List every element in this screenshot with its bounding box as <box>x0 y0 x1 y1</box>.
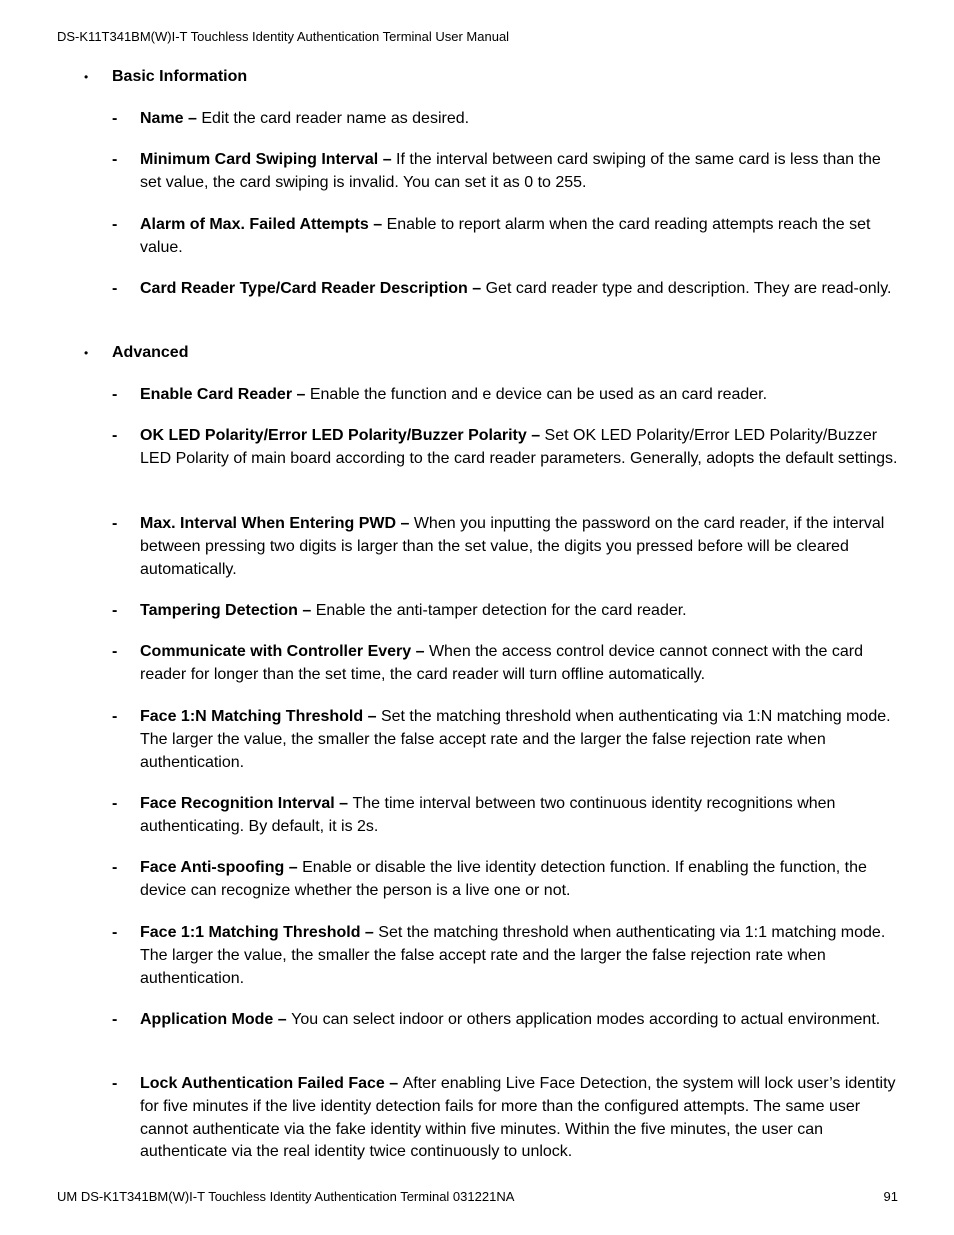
item-text: Edit the card reader name as desired. <box>201 110 470 127</box>
item-text: Get card reader type and description. They are read-only. <box>485 280 892 297</box>
dash-icon: - <box>112 110 118 127</box>
running-footer: UM DS-K1T341BM(W)I-T Touchless Identity Authentication Terminal 031221NA <box>57 1189 515 1204</box>
item-text: You can select indoor or others application modes according to actual environment. <box>291 1011 881 1028</box>
item-text: If the interval between card swiping of the same card is less than the set value, the card swiping is invalid. You can set it as 0 to 255. <box>140 151 881 191</box>
item-term: Name – <box>140 110 202 127</box>
item-term: Max. Interval When Entering PWD – <box>140 515 414 532</box>
dash-icon: - <box>112 859 118 876</box>
list-item-face-anti-spoofing <box>112 857 902 903</box>
dash-icon: - <box>112 795 118 812</box>
item-term: Face 1:1 Matching Threshold – <box>140 924 379 941</box>
list-item-tampering-detection <box>112 600 902 623</box>
list-item-application-mode <box>112 1009 902 1032</box>
item-term: OK LED Polarity/Error LED Polarity/Buzzer Polarity – <box>140 427 545 444</box>
list-item-name <box>112 108 902 131</box>
dash-icon: - <box>112 924 118 941</box>
list-item-face-11-threshold <box>112 922 902 990</box>
section-title: Basic Information <box>112 68 248 85</box>
item-term: Lock Authentication Failed Face – <box>140 1075 403 1092</box>
dash-icon: - <box>112 515 118 532</box>
item-term: Minimum Card Swiping Interval – <box>140 151 397 168</box>
item-term: Communicate with Controller Every – <box>140 643 429 660</box>
item-text: Enable or disable the live identity detection function. If enabling the function, the device can recognize whether the person is a live one or not. <box>140 859 867 899</box>
item-term: Face Anti-spoofing – <box>140 859 303 876</box>
item-text: Enable the function and e device can be used as an card reader. <box>309 386 768 403</box>
dash-icon: - <box>112 216 118 233</box>
item-term: Tampering Detection – <box>140 602 316 619</box>
dash-icon: - <box>112 643 118 660</box>
list-item-card-reader-type <box>112 278 902 301</box>
item-term: Enable Card Reader – <box>140 386 310 403</box>
dash-icon: - <box>112 708 118 725</box>
list-item-face-1n-threshold <box>112 706 902 774</box>
item-text: The time interval between two continuous identity recognitions when authenticating. By default, it is 2s. <box>140 795 836 835</box>
dash-icon: - <box>112 386 118 403</box>
dash-icon: - <box>112 1011 118 1028</box>
item-text: Enable the anti-tamper detection for the card reader. <box>315 602 687 619</box>
item-text: Enable to report alarm when the card reading attempts reach the set value. <box>140 216 871 256</box>
dash-icon: - <box>112 1075 118 1092</box>
dash-icon: - <box>112 602 118 619</box>
list-item-max-interval-entering-pwd <box>112 513 902 581</box>
dash-icon: - <box>112 151 118 168</box>
item-text: When the access control device cannot connect with the card reader for longer than the set time, the card reader will turn offline automatically. <box>140 643 863 683</box>
list-item-communicate-with-controller <box>112 641 902 687</box>
item-text: Set the matching threshold when authenticating via 1:N matching mode. The larger the value, the smaller the false accept rate and the larger the false rejection rate when authentication. <box>140 708 891 771</box>
section-title: Advanced <box>112 344 189 361</box>
item-text: Set the matching threshold when authenticating via 1:1 matching mode. The larger the value, the smaller the false accept rate and the larger the false rejection rate when authentication. <box>140 924 886 987</box>
list-item-led-polarity <box>112 425 902 471</box>
dash-icon: - <box>112 280 118 297</box>
bullet-icon: • <box>84 346 89 360</box>
running-header: DS-K11T341BM(W)I-T Touchless Identity Authentication Terminal User Manual <box>57 29 510 44</box>
item-term: Face Recognition Interval – <box>140 795 353 812</box>
item-text: Set OK LED Polarity/Error LED Polarity/Buzzer LED Polarity of main board according to the card reader parameters. Generally, adopts the default settings. <box>140 427 898 467</box>
item-term: Card Reader Type/Card Reader Description – <box>140 280 486 297</box>
list-item-minimum-card-swiping-interval <box>112 149 902 195</box>
list-item-enable-card-reader <box>112 384 902 407</box>
list-item-face-recognition-interval <box>112 793 902 839</box>
dash-icon: - <box>112 427 118 444</box>
item-text: After enabling Live Face Detection, the system will lock user’s identity for five minutes if the live identity detection fails for more than the configured attempts. The same user cannot authenticate via the fake identity within five minutes. Within the five minutes, the user can authenticate via the real identity twice continuously to unlock. <box>140 1075 896 1161</box>
list-item-lock-authentication-failed-face <box>112 1073 902 1164</box>
item-term: Face 1:N Matching Threshold – <box>140 708 381 725</box>
item-term: Application Mode – <box>140 1011 292 1028</box>
item-term: Alarm of Max. Failed Attempts – <box>140 216 387 233</box>
page-number: 91 <box>883 1189 898 1204</box>
list-item-alarm-of-max-failed-attempts <box>112 214 902 260</box>
item-text: When you inputting the password on the card reader, if the interval between pressing two digits is larger than the set value, the digits you pressed before will be cleared automatically. <box>140 515 885 578</box>
bullet-icon: • <box>84 70 89 84</box>
